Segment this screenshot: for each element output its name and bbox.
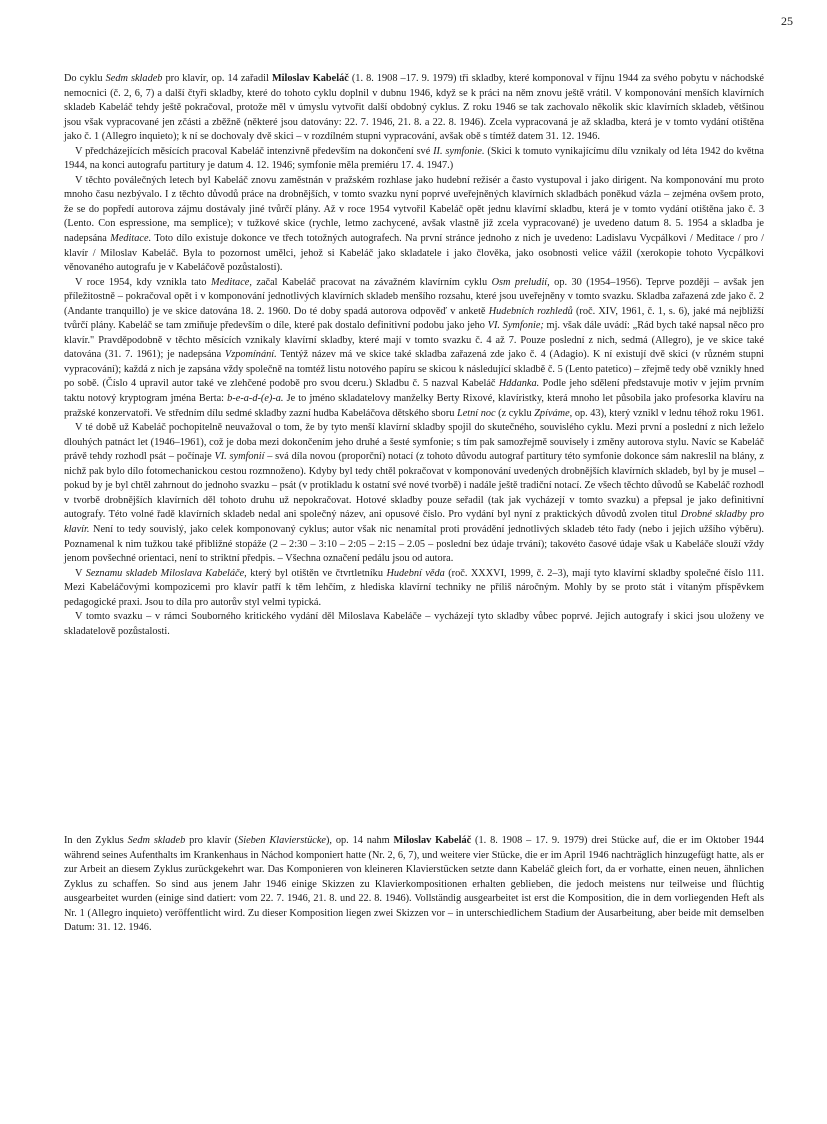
italic-text: Vzpomínání. xyxy=(224,349,277,361)
paragraph xyxy=(64,276,764,421)
italic-text: b-e-a-d-(e)-a. xyxy=(227,393,284,405)
italic-text: Hudební věda xyxy=(386,567,445,579)
text-run: pro klavír ( xyxy=(185,835,239,846)
text-run: pro klavír, op. 14 zařadil xyxy=(162,73,272,84)
italic-text: Osm preludií, xyxy=(491,276,550,288)
text-run: začal Kabeláč pracovat na závažném klavírním cyklu xyxy=(251,276,492,288)
text-run: Není to tedy souvislý, jako celek komponovaný cyklus; autor však nic nenamítal proti provádění jednotlivých skladeb této řady (nebo i jejich užšího výběru). Poznamenal k nim tužkou také přibližné stopáže (2 – 2:30 – 3:10 – 2:05 – 2:15 – 2.05 – poslední bez údaje trvání); takovéto časové údaje však u Kabeláče slouží vždy jenom povšechné orientaci, není to striktní předpis. – Všechna označení pedálu jsou od autora. xyxy=(64,523,764,565)
text-run: op. 43), který vznikl v lednu téhož roku 1961. xyxy=(572,407,764,419)
text-run: mj. však dále uvádí: „Rád bych také napsal něco pro klavír." Pravděpodobně v těchto měsících vznikaly klavírní skladby, které mají v tomto svazku č. 4 až 7. Pouze poslední z nich, sedmá (Allegro), je ve skice také datována (31. 7. 1961); je nadepsána xyxy=(64,320,764,361)
paragraph xyxy=(64,834,764,936)
text-run: V předcházejících měsících pracoval Kabeláč intenzivně především na dokončení své xyxy=(75,145,434,157)
text-run: – svá díla novou (proporční) notací (z tohoto důvodu autograf partitury této symfonie dokonce sám nakreslil na blány, z nichž pak bylo dílo fotomechanickou cestou rozmnoženo). Kdyby byl tedy chtěl pokračovat v komponování uvedených drobnějších klavírních skladeb, byl by je musel – pokud by je byl chtěl zahrnout do jednoho svazku – psát (v protikladu k ostatní své nové tvorbě) i nadále ještě tradiční notací. Ze všech těchto důvodů se Kabeláč rozhodl v tvorbě drobnějších klavírních děl tohoto druhu už nepokračovat. Hotové skladby pouze seřadil (tak jak vycházejí v tomto svazku) a přepsal je jako definitivní autografy. Této volné řadě klavírních skladeb nedal ani společný název, ani opusové číslo. Pro vydání byl nyní z praktických důvodů zvolen titul xyxy=(64,451,764,521)
paragraph xyxy=(64,567,764,611)
paragraph xyxy=(64,145,764,174)
text-run: (z cyklu xyxy=(495,407,535,419)
italic-text: Sieben Klavierstücke xyxy=(238,835,326,846)
text-run: který byl otištěn ve čtvrtletníku xyxy=(246,567,387,579)
italic-text: Seznamu skladeb Miloslava Kabeláče, xyxy=(85,567,247,579)
paragraph xyxy=(64,421,764,566)
italic-text: Letní noc xyxy=(456,407,496,419)
text-run: (1. 8. 1908 –17. 9. 1979) tři skladby, které komponoval v říjnu 1944 za svého pobytu v náchodské nemocnici (č. 2, 6, 7) a další čtyři skladby, které do tohoto cyklu doplnil v dubnu 1946, když se k práci na něm znovu ještě vrátil. V komponování menších klavírních skladeb Kabeláč tehdy ještě pokračoval, protože měl v úmyslu vytvořit další obdobný cyklus. Z roku 1946 se tak zachovalo několik skic klavírních skladeb, většinou jsou však vypracované jen zčásti a zběžně (některé jsou datovány: 22. 7. 1946, 21. 8. a 22. 8. 1946). Zcela vypracovaná je až skladba, která je v tomto vydání otištěna jako č. 1 (Allegro inquieto); k ní se dochovaly dvě skici – v rozdílném stupni vypracování, avšak obě s tímtéž datem 31. 12. 1946. xyxy=(64,73,764,143)
text-run: V xyxy=(75,567,86,579)
italic-text: VI. Symfonie; xyxy=(487,320,544,332)
text-run: Podle jeho sdělení představuje motiv v jejím prvním taktu notový kryptogram jména Berta: xyxy=(64,378,764,405)
italic-text: Sedm skladeb xyxy=(105,73,163,84)
text-run: In den Zyklus xyxy=(64,835,128,846)
italic-text: Meditace. xyxy=(110,233,152,245)
czech-text-section xyxy=(64,72,764,639)
italic-text: Zpíváme, xyxy=(534,407,573,419)
text-run: Tentýž název má ve skice také skladba zařazená zde jako č. 4 (Adagio). K ní existují dvě skici (v různém stupni vypracování); každá z nich je zapsána vždy společně na tomtéž listu notového papíru se skicou k následující skladbě č. 5 (Lento patetico) – zřejmě tedy obě vznikly hned po sobě. (Číslo 4 upravil autor také ve zlehčené podobě pro svou dceru.) Skladbu č. 5 nazval Kabeláč xyxy=(64,349,764,390)
text-run: Do cyklu xyxy=(64,73,106,84)
text-run: V té době už Kabeláč pochopitelně neuvažoval o tom, že by tyto menší klavírní skladby spojil do skutečného, souvislého cyklu. Mezi první a poslední z nich leželo dlouhých patnáct let (1946–1961), což je doba mezi dokončením jeho druhé a šesté symfonie; s tím pak samozřejmě souvisely i změny autorova stylu. Navíc se Kabeláč právě tehdy rozhodl psát – počínaje xyxy=(64,422,764,463)
italic-text: Drobné skladby pro klavír. xyxy=(64,509,764,535)
italic-text: Sedm skladeb xyxy=(127,835,186,846)
italic-text: Hddanka. xyxy=(498,378,540,390)
bold-text: Miloslav Kabeláč xyxy=(271,73,349,84)
german-text-section xyxy=(64,834,764,936)
italic-text: VI. symfonií xyxy=(214,451,265,463)
text-run: (Skici k tomuto vynikajícímu dílu vznikaly od léta 1942 do května 1944, na konci autografu partitury je datum 4. 12. 1946; symfonie měla premiéru 17. 4. 1947.) xyxy=(64,145,764,172)
text-run: (roč. XIV, 1961, č. 1, s. 6), jaké má nejbližší tvůrčí plány. Kabeláč se tam zmiňuje především o díle, které pak dostalo definitivní podobu jako jeho xyxy=(64,305,765,332)
text-run: V tomto svazku – v rámci Souborného kritického vydání děl Miloslava Kabeláče – vycházejí tyto skladby vůbec poprvé. Jejich autografy i skici jsou uloženy ve skladatelově pozůstalosti. xyxy=(64,611,764,637)
text-run: op. 30 (1954–1956). Teprve později – avšak jen příležitostně – pokračoval opět i v komponování jednotlivých klavírních skladeb menšího rozsahu, které jsou uveřejněny v tomto svazku. Skladba zařazená zde jako č. 2 (Andante tranquillo) je ve skice datována 18. 2. 1960. Do té doby spadá autorova odpověď v anketě xyxy=(64,276,764,317)
text-run: (1. 8. 1908 – 17. 9. 1979) drei Stücke auf, die er im Oktober 1944 während seines Aufenthalts im Krankenhaus in Náchod komponiert hatte (Nr. 2, 6, 7), und weitere vier Stücke, die er im April 1946 nachträglich hinzugefügt hatte, als er zur Arbeit an diesem Zyklus zurückgekehrt war. Das Komponieren von kleineren Klavierstücken setzte dann Kabeláč gleich fort, da er vorhatte, einen neuen, ähnlichen Zyklus zu schaffen. So sind aus jenem Jahr 1946 einige Skizzen zu Klavierkompositionen erhalten geblieben, die jedoch meistens nur teilweise und flüchtig ausgearbeitet wurden (einige sind datiert: vom 22. 7. 1946, 21. 8. und 22. 8. 1946). Vollständig ausgearbeitet ist erst die Komposition, die in dem vorliegenden Heft als Nr. 1 (Allegro inquieto) veröffentlicht wird. Zu dieser Komposition liegen zwei Skizzen vor – in unterschiedlichem Stadium der Ausarbeitung, aber beide mit demselben Datum: 31. 12. 1946. xyxy=(64,835,764,934)
paragraph xyxy=(64,72,764,145)
page-number: 25 xyxy=(781,14,793,28)
italic-text: II. symfonie. xyxy=(433,145,485,157)
italic-text: Hudebních rozhledů xyxy=(488,305,573,317)
paragraph xyxy=(64,174,764,276)
text-run: Toto dílo existuje dokonce ve třech totožných autografech. Na první stránce jednoho z nich je uvedeno: Ladislavu Vycpálkovi / Meditace / pro / klavír / Miloslav Kabeláč. Byla to pozornost umělci, jehož si Kabeláč jako skladatele i jako člověka, jako osobnosti velice vážil (xerokopie tohoto Vycpálkovi věnovaného autografu je v Kabeláčově pozůstalosti). xyxy=(64,233,764,274)
text-run: V roce 1954, kdy vznikla tato xyxy=(75,276,212,288)
bold-text: Miloslav Kabeláč xyxy=(393,835,472,846)
text-run: ), op. 14 nahm xyxy=(326,835,394,846)
text-run: (roč. XXXVI, 1999, č. 2–3), mají tyto klavírní skladby společné číslo 111. Mezi Kabeláčovými kompozicemi pro klavír patří k těm lehčím, z hlediska klavírní techniky ne příliš náročným. Mohly by se proto stát i vítaným příspěvkem pedagogické praxi. Jsou to díla pro autorův styl velmi typická. xyxy=(64,567,764,608)
italic-text: Meditace, xyxy=(211,276,252,288)
paragraph xyxy=(64,610,764,639)
text-run: V těchto poválečných letech byl Kabeláč znovu zaměstnán v pražském rozhlase jako hudební režisér a často vystupoval i jako dirigent. Na komponování mu proto mnoho času nezbývalo. I z těchto důvodů práce na drobnějších, v tomto svazku nyní poprvé uveřejněných klavírních skladbách poněkud vázla – zejména ovšem proto, že se do popředí autorova zájmu dostávaly jiné tvůrčí plány. Až v roce 1954 vytvořil Kabeláč opět jednu klavírní skladbu, která je v tomto vydání otištěna jako č. 3 (Lento. Con espressione, ma semplice); v tužkové skice (rychle, letmo zachycené, avšak vlastně již zcela vypracované) je uvedeno datum 8. 5. 1954 a skladba je nadepsána xyxy=(64,174,764,245)
text-run: Je to jméno skladatelovy manželky Berty Rixové, klavíristky, která mnoho let působila jako profesorka klavíru na pražské konzervatoři. Ve středním dílu sedmé skladby zazní hudba Kabeláčova dětského sboru xyxy=(64,393,765,419)
